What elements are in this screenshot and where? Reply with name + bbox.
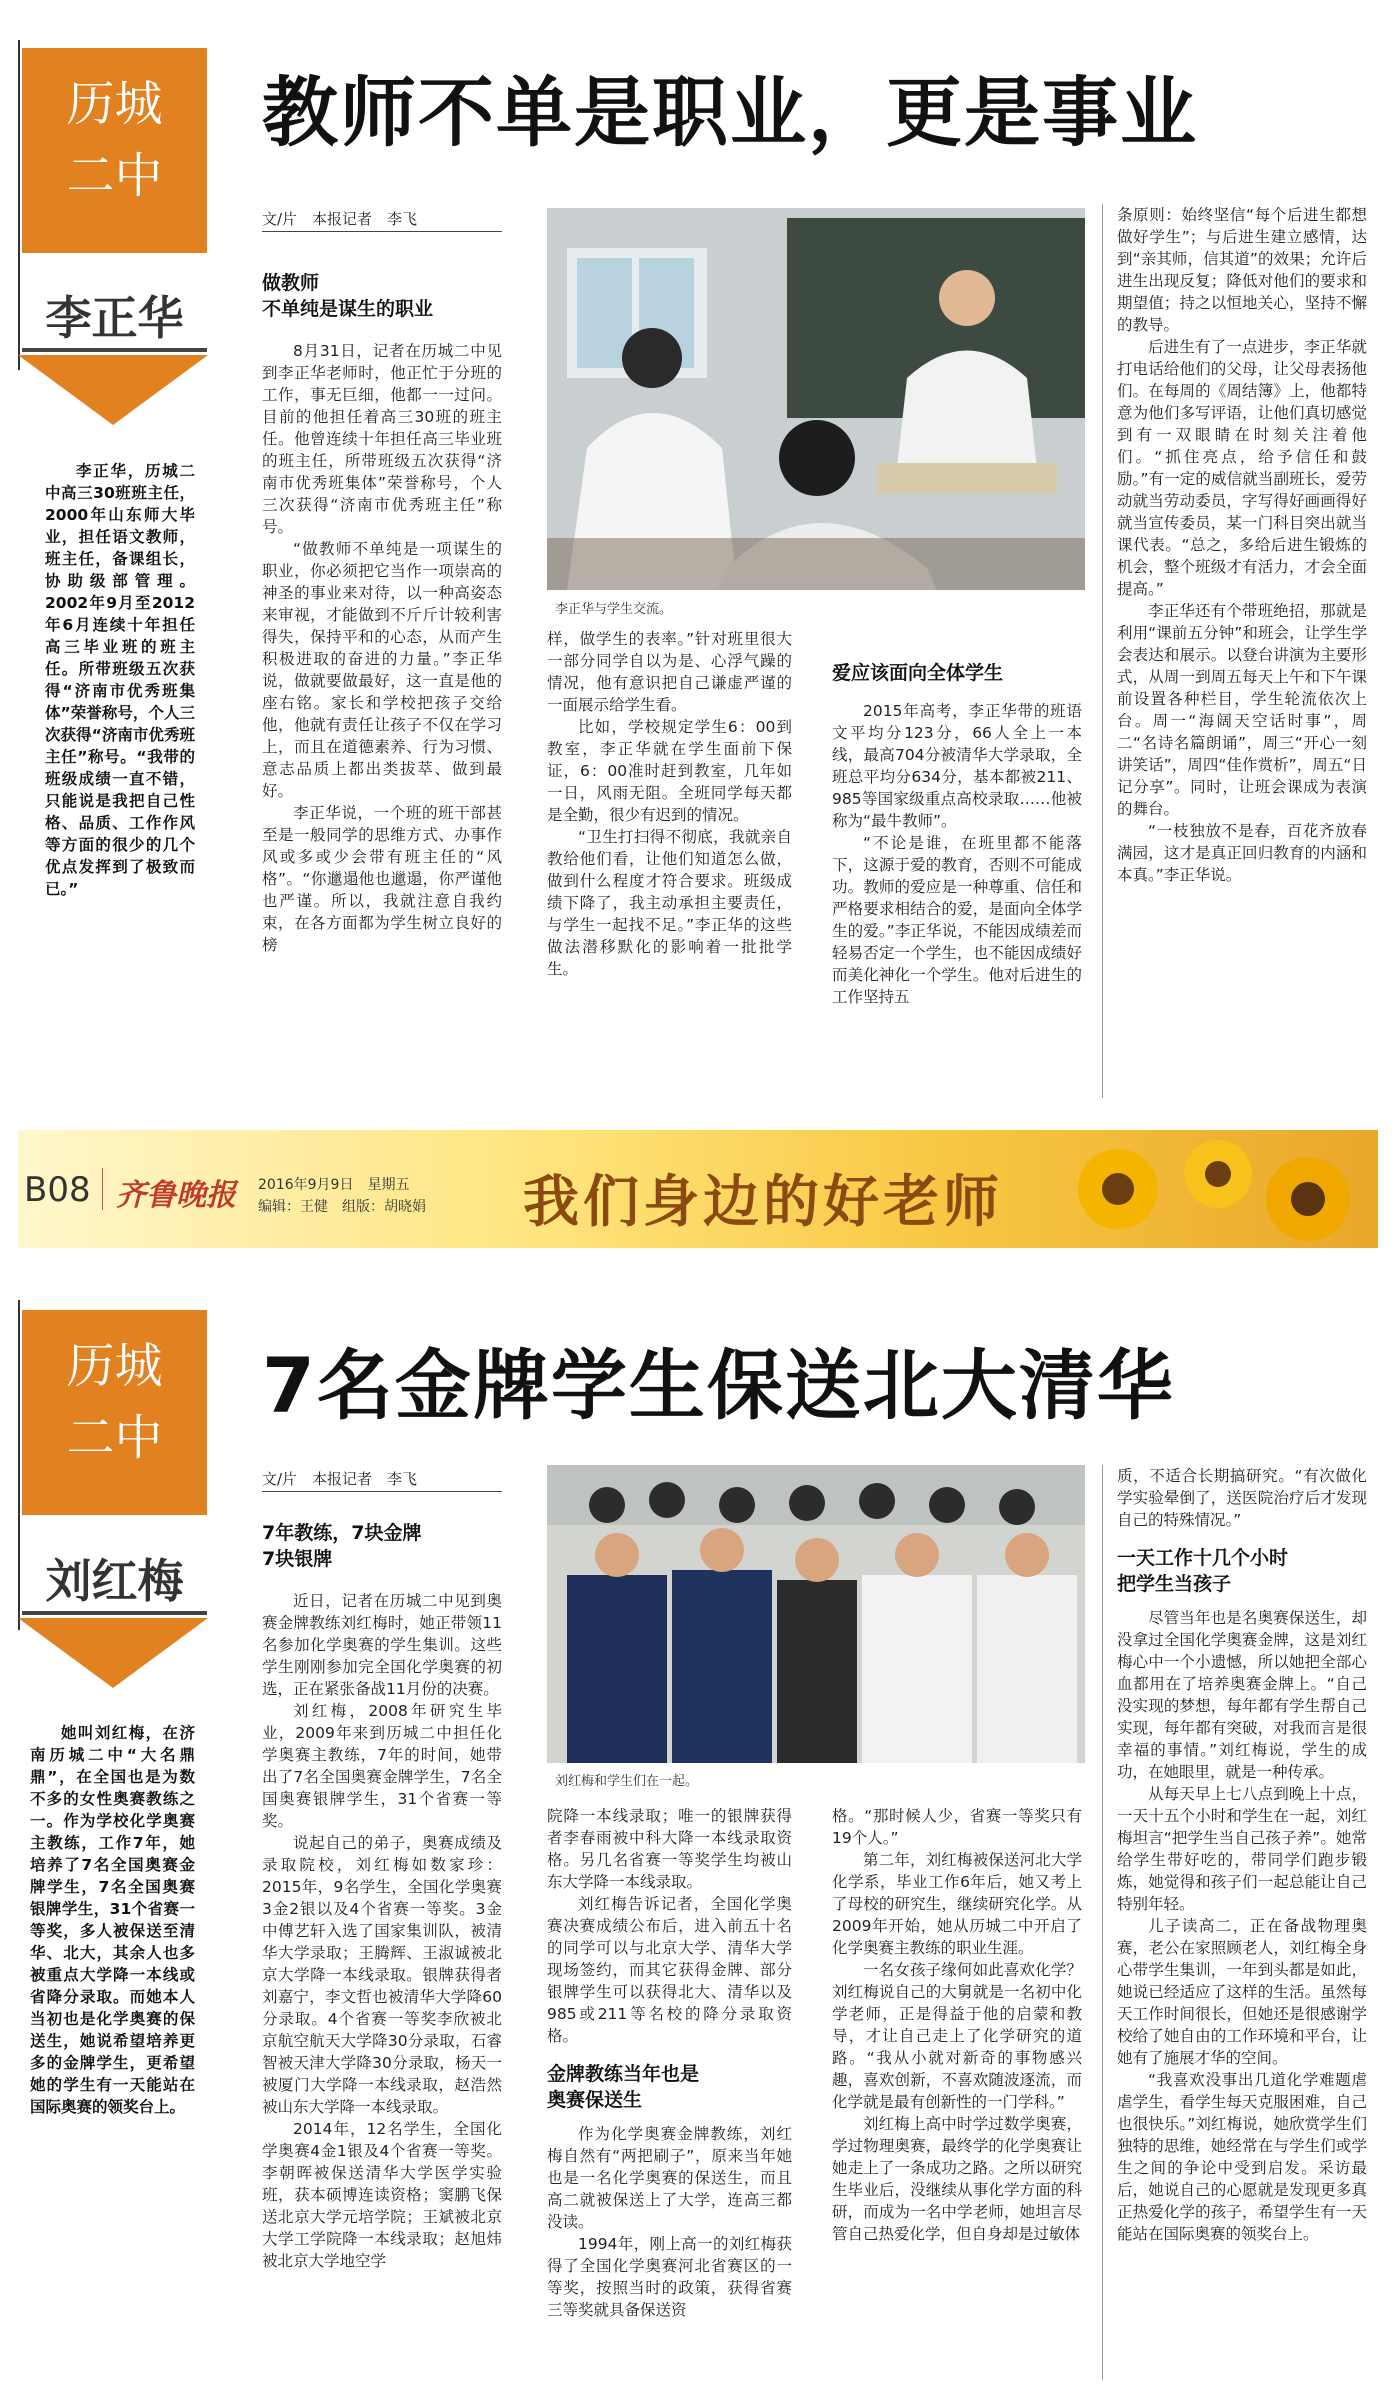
paragraph: 后进生有了一点进步，李正华就打电话给他们的父母，让父母表扬他们。在每周的《周结簿》上，他都特意为他们多写评语，让他们真切感觉到有一双眼睛在时刻关注着他们。“抓住亮点，给予信任和鼓励。”有一定的威信就当副班长，爱劳动就当劳动委员，字写得好画画得好就当宣传委员，某一门科目突出就当课代表。“总之，多给后进生锻炼的机会，整个班级才有活力，才会全面提高。”	[1117, 338, 1367, 598]
teacher-name: 李正华	[22, 282, 207, 352]
teacher-intro	[45, 460, 195, 900]
paragraph: 作为化学奥赛金牌教练，刘红梅自然有“两把刷子”，原来当年她也是一名化学奥赛的保送生，而且高二就被保送上了大学，连高三都没读。	[547, 2125, 792, 2231]
teacher-name-2: 刘红梅	[22, 1545, 207, 1615]
section-heading-line2: 把学生当孩子	[1117, 1573, 1232, 1595]
section-heading-line2: 不单纯是谋生的职业	[262, 298, 434, 320]
photo-caption-2: 刘红梅和学生们在一起。	[555, 1774, 699, 1789]
paragraph: 说起自己的弟子，奥赛成绩及录取院校，刘红梅如数家珍：2015年，9名学生，全国化学奥赛3金2银以及4个省赛一等奖。3金中傅艺轩入选了国家集训队，被清华大学录取；王腾辉、王淑诚被北京大学降一本线录取。银牌获得者刘嘉宁，李文哲也被清华大学降60分录取。4个省赛一等奖李欣被北京航空航天大学降30分录取，石睿智被天津大学降30分录取，杨天一被厦门大学降一本线录取，赵浩然被山东大学降一本线录取。	[262, 1834, 502, 2116]
page-title-2: 7名金牌学生保送北大清华	[262, 1341, 1175, 1430]
paragraph: 第二年，刘红梅被保送河北大学化学系，毕业工作6年后，她又考上了母校的研究生，继续研究化学。从2009年开始，她从历城二中开启了化学奥赛主教练的职业生涯。	[832, 1851, 1082, 1957]
tag-rule	[18, 40, 20, 370]
article-column-5	[262, 1590, 502, 2380]
paragraph: 李正华说，一个班的班干部甚至是一般同学的思维方式、办事作风或多或少会带有班主任的“风格”。“你邋遢他也邋遢，你严谨他也严谨。所以，我就注意自我约束，在各方面都为学生树立良好的榜	[262, 804, 502, 954]
teacher-intro-text: 她叫刘红梅，在济南历城二中“大名鼎鼎”，在全国也是为数不多的女性奥赛教练之一。作为学校化学奥赛主教练，工作7年，她培养了7名全国奥赛金牌学生，7名全国奥赛银牌学生，31个省赛一等奖，多人被保送至清华、北大，其余人也多被重点大学降一本线或省降分录取。而她本人当初也是化学奥赛的保送生，她说希望培养更多的金牌学生，更希望她的学生有一天能站在国际奥赛的领奖台上。	[30, 1724, 195, 2116]
article-column-4	[1117, 204, 1367, 1098]
paragraph: 格。“那时候人少，省赛一等奖只有19个人。”	[832, 1807, 1082, 1847]
article-column-2	[547, 628, 792, 1098]
section-heading-line1: 一天工作十几个小时	[1117, 1547, 1289, 1569]
school-tag-line2: 二中	[66, 1410, 163, 1466]
paragraph: “一枝独放不是春，百花齐放春满园，这才是真正回归教育的内涵和本真。”李正华说。	[1117, 822, 1367, 884]
name-arrow-2	[18, 1618, 208, 1688]
section-heading-2: 爱应该面向全体学生	[832, 662, 1004, 684]
paragraph: 刘红梅上高中时学过数学奥赛，学过物理奥赛，最终学的化学奥赛让她走上了一条成功之路。之所以研究生毕业后，没继续从事化学方面的科研，而成为一名中学老师，她坦言尽管自己热爱化学，但自身却是过敏体	[832, 2115, 1082, 2243]
banner-title: 我们身边的好老师	[523, 1169, 1003, 1235]
section-heading-line2: 7块银牌	[262, 1548, 333, 1570]
paragraph: 2014年，12名学生，全国化学奥赛4金1银及4个省赛一等奖。李朝晖被保送清华大学医学实验班，获本硕博连读资格；窦鹏飞保送北京大学元培学院；王斌被北京大学工学院降一本线录取；赵旭炜被北京大学地空学	[262, 2120, 502, 2270]
section-heading	[262, 270, 502, 322]
paragraph: 刘红梅告诉记者，全国化学奥赛决赛成绩公布后，进入前五十名的同学可以与北京大学、清华大学现场签约，而其它获得金牌、部分银牌学生可以获得北大、清华以及985或211等名校的降分录取资格。	[547, 1895, 792, 2045]
school-tag-line1: 历城	[66, 1338, 163, 1394]
paragraph: 刘红梅，2008年研究生毕业，2009年来到历城二中担任化学奥赛主教练，7年的时间，她带出了7名全国奥赛金牌学生，7名全国奥赛银牌学生，31个省赛一等奖。	[262, 1702, 502, 1830]
byline: 文/片 本报记者 李飞	[262, 208, 502, 232]
sunflower-decoration	[1058, 1134, 1378, 1244]
newspaper-name: 齐鲁晚报	[116, 1178, 236, 1213]
paragraph: 尽管当年也是名奥赛保送生，却没拿过全国化学奥赛金牌，这是刘红梅心中一个小遗憾，所以她把全部心血都用在了培养奥赛金牌上。“自己没实现的梦想，每年都有学生帮自己实现，每年都有突破，对我而言是很幸福的事情。”刘红梅说，学生的成功，在她眼里，就是一种传承。	[1117, 1609, 1367, 1781]
section-heading-3	[262, 1520, 502, 1572]
teacher-photo	[547, 208, 1085, 590]
school-tag-line1: 历城	[66, 76, 163, 132]
article-column-8	[832, 1805, 1082, 2380]
school-tag-line2: 二中	[66, 148, 163, 204]
paragraph: 8月31日，记者在历城二中见到李正华老师时，他正忙于分班的工作，事无巨细，他都一一过问。目前的他担任着高三30班的班主任。他曾连续十年担任高三毕业班的班主任，所带班级五次获得“济南市优秀班集体”荣誉称号，个人三次获得“济南市优秀班主任”称号。	[262, 342, 502, 536]
article-column-9	[1117, 1465, 1367, 2380]
paragraph: 一名女孩子缘何如此喜欢化学？刘红梅说自己的大舅就是一名初中化学老师，正是得益于他的启蒙和教导，才让自己走上了化学研究的道路。“我从小就对新奇的事物感兴趣，喜欢创新，不喜欢随波逐流，而化学就是最有创新性的一门学科。”	[832, 1961, 1082, 2111]
paragraph: 院降一本线录取；唯一的银牌获得者李春雨被中科大降一本线录取资格。另几名省赛一等奖学生均被山东大学降一本线录取。	[547, 1807, 792, 1891]
section-heading-4	[547, 2061, 792, 2113]
paragraph: 1994年，刚上高一的刘红梅获得了全国化学奥赛河北省赛区的一等奖，按照当时的政策，获得省赛三等奖就具备保送资	[547, 2235, 792, 2319]
classroom-photo-illustration	[547, 208, 1085, 590]
group-photo-illustration	[547, 1465, 1085, 1763]
paragraph: “我喜欢没事出几道化学难题虐虐学生，看学生每天克服困难，自己也很快乐。”刘红梅说，她欣赏学生们独特的思维，她经常在与学生们或学生之间的争论中受到启发。采访最后，她说自己的心愿就是发现更多真正热爱化学的孩子，希望学生有一天能站在国际奥赛的领奖台上。	[1117, 2071, 1367, 2243]
page-number: B08	[24, 1170, 91, 1210]
section-heading-5	[1117, 1545, 1367, 1597]
column-divider	[1102, 204, 1103, 1098]
name-arrow	[18, 355, 208, 425]
section-heading-line1: 金牌教练当年也是	[547, 2063, 700, 2085]
photo-caption: 李正华与学生交流。	[555, 602, 673, 617]
section-heading-line1: 7年教练，7块金牌	[262, 1522, 422, 1544]
issue-date: 2016年9月9日 星期五	[258, 1177, 410, 1193]
article-column-7	[547, 1805, 792, 2380]
paragraph: 李正华还有个带班绝招，那就是利用“课前五分钟”和班会，让学生学会表达和展示。以登台讲演为主要形式，从周一到周五每天上午和下午课前设置各种栏目，学生轮流依次上台。周一“海阔天空话时事”，周二“名诗名篇朗诵”，周三“开心一刻讲笑话”，周四“佳作赏析”，周五“日记分享”。同时，让班会课成为表演的舞台。	[1117, 602, 1367, 818]
page-banner	[18, 1130, 1378, 1248]
paragraph: 儿子读高二，正在备战物理奥赛，老公在家照顾老人，刘红梅全身心带学生集训，一年到头都是如此，她说已经适应了这样的生活。虽然每天工作时间很长，但她还是很感谢学校给了她自由的工作环境和平台，让她有了施展才华的空间。	[1117, 1917, 1367, 2067]
paragraph: 近日，记者在历城二中见到奥赛金牌教练刘红梅时，她正带领11名参加化学奥赛的学生集训。这些学生刚刚参加完全国化学奥赛的初选，正在紧张备战11月份的决赛。	[262, 1592, 502, 1698]
paragraph: “卫生打扫得不彻底，我就亲自教给他们看，让他们知道怎么做，做到什么程度才符合要求。班级成绩下降了，我主动承担主要责任，与学生一起找不足。”李正华的这些做法潜移默化的影响着一批批学生。	[547, 828, 792, 978]
article-column-1	[262, 340, 502, 1098]
teacher-intro-text: 李正华，历城二中高三30班班主任，2000年山东师大毕业，担任语文教师，班主任，备课组长，协助级部管理。2002年9月至2012年6月连续十年担任高三毕业班的班主任。所带班级五次获得“济南市优秀班集体”荣誉称号，个人三次获得“济南市优秀班主任”称号。“我带的班级成绩一直不错，只能说是我把自己性格、品质、工作作风等方面的很少的几个优点发挥到了极致而已。”	[45, 462, 195, 898]
teacher-intro-2	[30, 1722, 195, 2118]
editors: 编辑：王健 组版：胡晓娟	[258, 1199, 426, 1215]
school-tag-2	[22, 1310, 207, 1515]
article-column-3	[832, 700, 1082, 1098]
school-tag	[22, 48, 207, 253]
section-heading-line2: 奥赛保送生	[547, 2089, 643, 2111]
banner-divider	[102, 1168, 103, 1210]
paragraph: 2015年高考，李正华带的班语文平均分123分，66人全上一本线，最高704分被清华大学录取，全班总平均分634分，基本都被211、985等国家级重点高校录取……他被称为“最牛教师”。	[832, 702, 1082, 830]
paragraph: 从每天早上七八点到晚上十点，一天十五个小时和学生在一起，刘红梅坦言“把学生当自己孩子养”。她常给学生带好吃的，带同学们跑步锻炼，她觉得和孩子们一起总能让自己特别年轻。	[1117, 1785, 1367, 1913]
section-heading-line1: 做教师	[262, 272, 320, 294]
page-title: 教师不单是职业，更是事业	[262, 68, 1198, 157]
paragraph: 样，做学生的表率。”针对班里很大一部分同学自以为是、心浮气躁的情况，他有意识把自己谦虚严谨的一面展示给学生看。	[547, 630, 792, 714]
byline-2: 文/片 本报记者 李飞	[262, 1468, 502, 1492]
paragraph: 质，不适合长期搞研究。“有次做化学实验晕倒了，送医院治疗后才发现自己的特殊情况。”	[1117, 1467, 1367, 1529]
group-photo	[547, 1465, 1085, 1763]
paragraph: 比如，学校规定学生6：00到教室，李正华就在学生面前下保证，6：00准时赶到教室，几年如一日，风雨无阻。全班同学每天都是全勤，很少有迟到的情况。	[547, 718, 792, 824]
paragraph: “不论是谁，在班里都不能落下，这源于爱的教育，否则不可能成功。教师的爱应是一种尊重、信任和严格要求相结合的爱，是面向全体学生的爱。”李正华说，不能因成绩差而轻易否定一个学生，也不能因成绩好而美化神化一个学生。他对后进生的工作坚持五	[832, 834, 1082, 1006]
column-divider-2	[1102, 1465, 1103, 2380]
tag-rule-2	[18, 1300, 20, 1630]
paragraph: 条原则：始终坚信“每个后进生都想做好学生”；与后进生建立感情，达到“亲其师，信其道”的效果；允许后进生出现反复；降低对他们的要求和期望值；持之以恒地关心，坚持不懈的教导。	[1117, 206, 1367, 334]
paragraph: “做教师不单纯是一项谋生的职业，你必须把它当作一项崇高的神圣的事业来对待，以一种高姿态来审视，才能做到不斤斤计较利害得失，保持平和的心态，从而产生积极进取的奋进的力量。”李正华说，做就要做最好，这一直是他的座右铭。家长和学校把孩子交给他，他就有责任让孩子不仅在学习上，而且在道德素养、行为习惯、意志品质上都出类拔萃、做到最好。	[262, 540, 502, 800]
